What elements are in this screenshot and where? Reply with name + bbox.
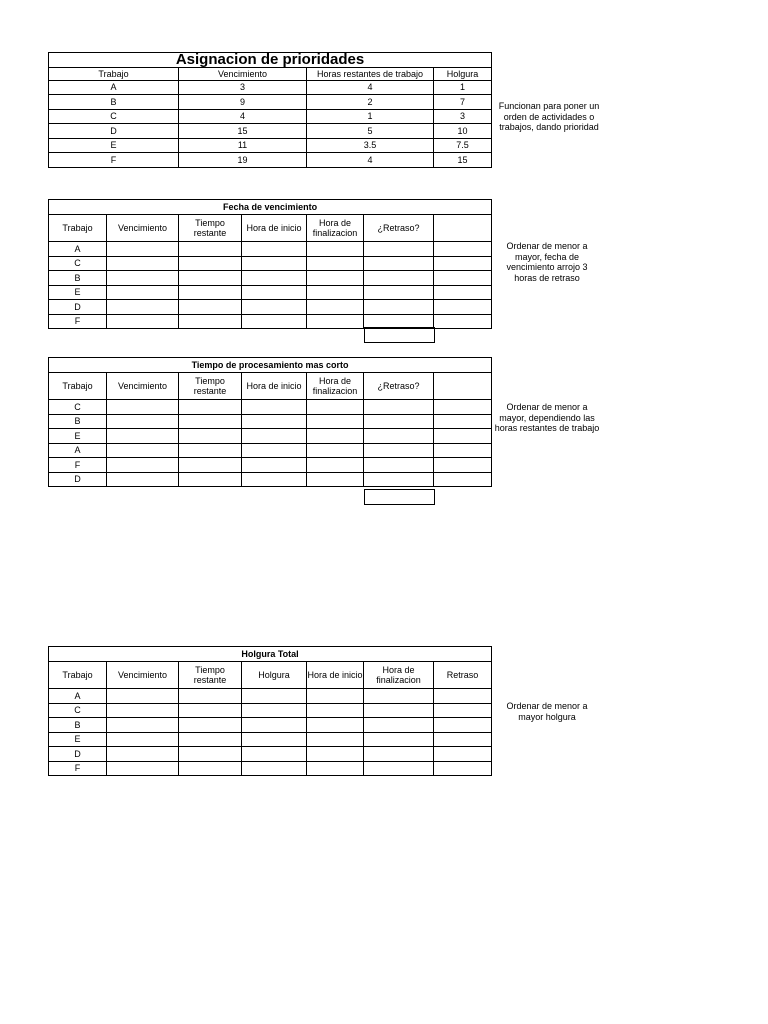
- empty-cell: [179, 747, 242, 762]
- table-row: [49, 747, 492, 762]
- header-trabajo: Trabajo: [49, 215, 107, 242]
- table-row: [49, 400, 492, 415]
- empty-cell: [434, 761, 492, 776]
- header-horas-restantes: Horas restantes de trabajo: [307, 67, 434, 80]
- job-cell: B: [49, 414, 107, 429]
- empty-cell: [179, 429, 242, 444]
- table-cell: E: [49, 138, 179, 153]
- due-date-table-body: [49, 242, 492, 329]
- header-vencimiento: Vencimiento: [107, 373, 179, 400]
- due-date-table: [48, 199, 492, 329]
- table-cell: B: [49, 95, 179, 110]
- empty-cell: [242, 242, 307, 257]
- empty-cell: [242, 429, 307, 444]
- empty-cell: [434, 429, 492, 444]
- empty-cell: [107, 314, 179, 329]
- empty-cell: [307, 458, 364, 473]
- empty-cell: [179, 271, 242, 286]
- table-row: [49, 153, 492, 168]
- job-cell: E: [49, 732, 107, 747]
- empty-cell: [434, 747, 492, 762]
- spt-total-cell: [364, 489, 435, 505]
- empty-cell: [107, 689, 179, 704]
- empty-cell: [364, 472, 434, 487]
- header-vencimiento: Vencimiento: [179, 67, 307, 80]
- empty-cell: [179, 732, 242, 747]
- table-cell: 4: [307, 80, 434, 95]
- empty-cell: [364, 703, 434, 718]
- spt-table-body: [49, 400, 492, 487]
- job-cell: B: [49, 271, 107, 286]
- priority-table: [48, 52, 492, 168]
- table-cell: 10: [434, 124, 492, 139]
- table-cell: 4: [307, 153, 434, 168]
- empty-cell: [364, 285, 434, 300]
- empty-cell: [107, 718, 179, 733]
- slack-table-title: Holgura Total: [49, 647, 492, 662]
- empty-cell: [434, 242, 492, 257]
- table-cell: F: [49, 153, 179, 168]
- header-retraso: Retraso: [434, 662, 492, 689]
- table-cell: 3: [434, 109, 492, 124]
- empty-cell: [242, 314, 307, 329]
- slack-table: [48, 646, 492, 776]
- empty-cell: [179, 242, 242, 257]
- job-cell: D: [49, 747, 107, 762]
- empty-cell: [307, 256, 364, 271]
- job-cell: C: [49, 256, 107, 271]
- empty-cell: [364, 443, 434, 458]
- job-cell: D: [49, 300, 107, 315]
- table-cell: 7: [434, 95, 492, 110]
- empty-cell: [434, 314, 492, 329]
- empty-cell: [242, 443, 307, 458]
- slack-table-body: [49, 689, 492, 776]
- empty-cell: [107, 242, 179, 257]
- job-cell: C: [49, 703, 107, 718]
- empty-cell: [107, 285, 179, 300]
- empty-cell: [434, 300, 492, 315]
- table-cell: 1: [307, 109, 434, 124]
- table-cell: 2: [307, 95, 434, 110]
- due-date-note: Ordenar de menor a mayor, fecha de vencimiento arrojo 3 horas de retraso: [506, 241, 588, 283]
- empty-cell: [107, 703, 179, 718]
- table-row: [49, 80, 492, 95]
- empty-cell: [307, 429, 364, 444]
- table-cell: 7.5: [434, 138, 492, 153]
- table-row: [49, 761, 492, 776]
- header-hora-finalizacion: Hora de finalizacion: [307, 373, 364, 400]
- empty-cell: [107, 429, 179, 444]
- empty-cell: [242, 689, 307, 704]
- job-cell: A: [49, 242, 107, 257]
- empty-cell: [364, 271, 434, 286]
- table-cell: 11: [179, 138, 307, 153]
- slack-note: Ordenar de menor a mayor holgura: [506, 701, 588, 722]
- table-cell: C: [49, 109, 179, 124]
- table-cell: 4: [179, 109, 307, 124]
- empty-cell: [307, 761, 364, 776]
- empty-cell: [179, 703, 242, 718]
- job-cell: A: [49, 689, 107, 704]
- empty-cell: [307, 703, 364, 718]
- job-cell: E: [49, 429, 107, 444]
- table-cell: A: [49, 80, 179, 95]
- table-cell: D: [49, 124, 179, 139]
- empty-cell: [307, 271, 364, 286]
- empty-cell: [179, 314, 242, 329]
- table-row: [49, 718, 492, 733]
- table-row: [49, 95, 492, 110]
- empty-cell: [364, 400, 434, 415]
- empty-cell: [107, 761, 179, 776]
- empty-cell: [242, 732, 307, 747]
- table-row: [49, 732, 492, 747]
- table-row: [49, 458, 492, 473]
- empty-cell: [242, 285, 307, 300]
- empty-cell: [434, 703, 492, 718]
- empty-cell: [364, 747, 434, 762]
- empty-cell: [179, 458, 242, 473]
- empty-cell: [242, 458, 307, 473]
- job-cell: B: [49, 718, 107, 733]
- empty-cell: [107, 271, 179, 286]
- empty-cell: [307, 285, 364, 300]
- empty-cell: [242, 761, 307, 776]
- header-retraso: ¿Retraso?: [364, 215, 434, 242]
- empty-cell: [364, 300, 434, 315]
- empty-cell: [434, 732, 492, 747]
- empty-cell: [179, 761, 242, 776]
- priority-table-title: Asignacion de prioridades: [49, 53, 492, 68]
- job-cell: E: [49, 285, 107, 300]
- job-cell: D: [49, 472, 107, 487]
- empty-cell: [307, 747, 364, 762]
- table-row: [49, 703, 492, 718]
- header-trabajo: Trabajo: [49, 373, 107, 400]
- empty-cell: [307, 400, 364, 415]
- spt-table-title: Tiempo de procesamiento mas corto: [49, 358, 492, 373]
- empty-cell: [307, 472, 364, 487]
- empty-cell: [434, 414, 492, 429]
- header-hora-finalizacion: Hora de finalizacion: [364, 662, 434, 689]
- empty-cell: [242, 747, 307, 762]
- header-hora-inicio: Hora de inicio: [242, 215, 307, 242]
- empty-cell: [364, 429, 434, 444]
- table-row: [49, 414, 492, 429]
- header-hora-finalizacion: Hora de finalizacion: [307, 215, 364, 242]
- empty-cell: [179, 414, 242, 429]
- header-trabajo: Trabajo: [49, 67, 179, 80]
- table-cell: 1: [434, 80, 492, 95]
- header-blank: [434, 215, 492, 242]
- empty-cell: [307, 314, 364, 329]
- table-row: [49, 285, 492, 300]
- empty-cell: [107, 414, 179, 429]
- empty-cell: [107, 732, 179, 747]
- header-hora-inicio: Hora de inicio: [307, 662, 364, 689]
- header-tiempo-restante: Tiempo restante: [179, 373, 242, 400]
- header-tiempo-restante: Tiempo restante: [179, 662, 242, 689]
- table-row: [49, 124, 492, 139]
- header-holgura: Holgura: [434, 67, 492, 80]
- empty-cell: [107, 472, 179, 487]
- spt-table: [48, 357, 492, 487]
- table-cell: 3.5: [307, 138, 434, 153]
- empty-cell: [179, 718, 242, 733]
- table-row: [49, 242, 492, 257]
- empty-cell: [434, 689, 492, 704]
- job-cell: F: [49, 314, 107, 329]
- table-row: [49, 271, 492, 286]
- table-row: [49, 689, 492, 704]
- header-vencimiento: Vencimiento: [107, 662, 179, 689]
- empty-cell: [242, 703, 307, 718]
- table-row: [49, 109, 492, 124]
- table-cell: 5: [307, 124, 434, 139]
- empty-cell: [434, 400, 492, 415]
- empty-cell: [307, 242, 364, 257]
- empty-cell: [179, 443, 242, 458]
- empty-cell: [364, 458, 434, 473]
- table-row: [49, 472, 492, 487]
- header-trabajo: Trabajo: [49, 662, 107, 689]
- empty-cell: [107, 300, 179, 315]
- empty-cell: [179, 400, 242, 415]
- empty-cell: [307, 732, 364, 747]
- job-cell: F: [49, 458, 107, 473]
- empty-cell: [434, 256, 492, 271]
- empty-cell: [434, 472, 492, 487]
- empty-cell: [434, 458, 492, 473]
- table-row: [49, 300, 492, 315]
- empty-cell: [364, 414, 434, 429]
- table-cell: 9: [179, 95, 307, 110]
- header-blank: [434, 373, 492, 400]
- empty-cell: [242, 271, 307, 286]
- priority-table-body: [49, 80, 492, 167]
- empty-cell: [179, 689, 242, 704]
- empty-cell: [179, 472, 242, 487]
- empty-cell: [107, 443, 179, 458]
- empty-cell: [364, 256, 434, 271]
- table-row: [49, 138, 492, 153]
- empty-cell: [242, 718, 307, 733]
- empty-cell: [242, 400, 307, 415]
- empty-cell: [179, 300, 242, 315]
- table-row: [49, 443, 492, 458]
- header-vencimiento: Vencimiento: [107, 215, 179, 242]
- empty-cell: [434, 443, 492, 458]
- table-cell: 15: [179, 124, 307, 139]
- header-hora-inicio: Hora de inicio: [242, 373, 307, 400]
- job-cell: C: [49, 400, 107, 415]
- table-cell: 3: [179, 80, 307, 95]
- empty-cell: [307, 414, 364, 429]
- empty-cell: [179, 285, 242, 300]
- empty-cell: [242, 472, 307, 487]
- header-tiempo-restante: Tiempo restante: [179, 215, 242, 242]
- empty-cell: [107, 458, 179, 473]
- empty-cell: [107, 747, 179, 762]
- empty-cell: [364, 689, 434, 704]
- empty-cell: [307, 718, 364, 733]
- empty-cell: [364, 732, 434, 747]
- spt-note: Ordenar de menor a mayor, dependiendo las horas restantes de trabajo: [494, 402, 600, 433]
- empty-cell: [107, 400, 179, 415]
- empty-cell: [307, 443, 364, 458]
- job-cell: F: [49, 761, 107, 776]
- empty-cell: [364, 242, 434, 257]
- empty-cell: [364, 718, 434, 733]
- empty-cell: [434, 285, 492, 300]
- empty-cell: [307, 689, 364, 704]
- table-row: [49, 429, 492, 444]
- empty-cell: [242, 256, 307, 271]
- empty-cell: [242, 414, 307, 429]
- table-cell: 15: [434, 153, 492, 168]
- job-cell: A: [49, 443, 107, 458]
- table-row: [49, 256, 492, 271]
- empty-cell: [364, 761, 434, 776]
- table-cell: 19: [179, 153, 307, 168]
- due-date-total-cell: [364, 327, 435, 343]
- empty-cell: [107, 256, 179, 271]
- empty-cell: [434, 718, 492, 733]
- header-holgura: Holgura: [242, 662, 307, 689]
- empty-cell: [242, 300, 307, 315]
- header-retraso: ¿Retraso?: [364, 373, 434, 400]
- priority-note: Funcionan para poner un orden de actividades o trabajos, dando prioridad: [498, 101, 600, 132]
- empty-cell: [434, 271, 492, 286]
- empty-cell: [179, 256, 242, 271]
- empty-cell: [307, 300, 364, 315]
- due-date-table-title: Fecha de vencimiento: [49, 200, 492, 215]
